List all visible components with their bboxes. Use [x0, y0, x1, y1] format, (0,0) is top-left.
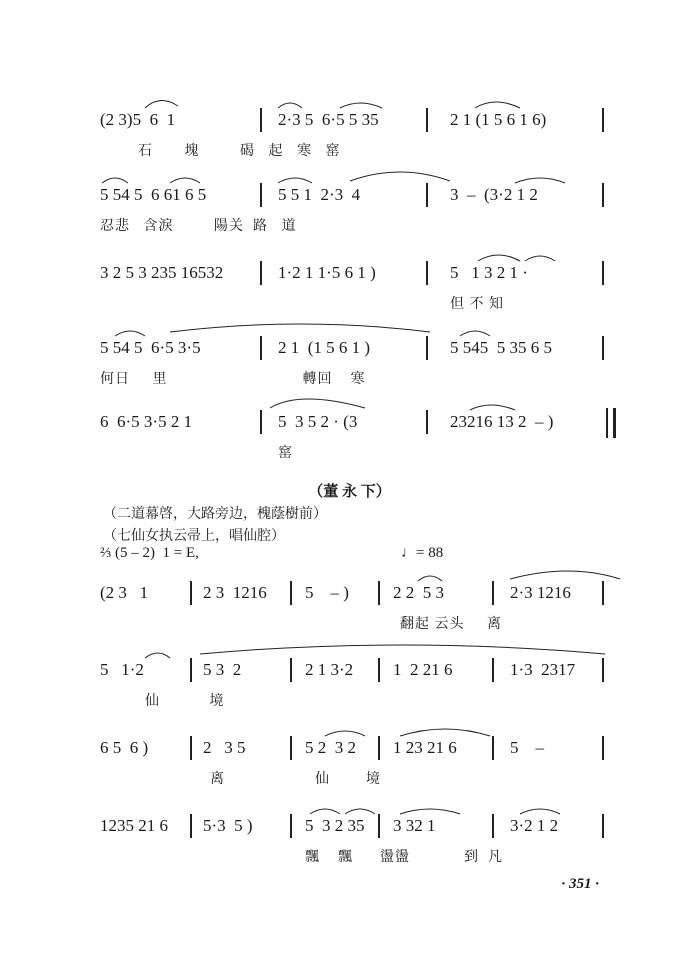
measure-notes: 5 3 2 35 [305, 816, 365, 835]
measure-notes: 1·2 1 1·5 6 1 ) [278, 263, 376, 282]
bar-line [492, 581, 494, 605]
bar-line [260, 336, 262, 360]
stage-direction: （七仙女执云帚上，唱仙腔） [103, 529, 285, 544]
measure-notes: (2 3 1 [100, 583, 149, 602]
measure-notes: 5 2 3 2 [305, 738, 356, 757]
slur-marks [100, 320, 620, 338]
bar-line [426, 183, 428, 207]
measure-notes: 1 2 21 6 [393, 660, 453, 679]
measure-notes: 5 1 3 2 1 · [450, 263, 528, 282]
meter-key-signature: ⅔ (5 – 2) 1 = E, [100, 545, 199, 561]
bar-line [260, 261, 262, 285]
bar-line [190, 736, 192, 760]
bar-line [260, 410, 262, 434]
measure-notes: 5 54 5 6·5 3·5 [100, 338, 201, 357]
bar-line [602, 108, 604, 132]
measure-notes: 2 3 5 [203, 738, 246, 757]
bar-line [602, 336, 604, 360]
bar-line [290, 814, 292, 838]
lyrics-line [100, 140, 620, 160]
slur-marks [100, 565, 620, 583]
measure-notes: 6 5 6 ) [100, 738, 149, 757]
measure-notes: (2 3)5 6 1 [100, 110, 176, 129]
bar-line [378, 658, 380, 682]
slur-marks [100, 245, 620, 263]
bar-line [602, 183, 604, 207]
slur-marks [100, 92, 620, 110]
notation-line [100, 583, 620, 605]
slur-marks [100, 394, 620, 412]
bar-line [190, 581, 192, 605]
measure-notes: 3·2 1 2 [510, 816, 559, 835]
bar-line [602, 814, 604, 838]
bar-line [492, 658, 494, 682]
lyric-text: 但 不 知 [450, 297, 504, 312]
measure-notes: 23216 13 2 – ) [450, 412, 554, 431]
final-bar-line [606, 408, 616, 438]
bar-line [290, 581, 292, 605]
measure-notes: 5 3 5 2 · (3 [278, 412, 358, 431]
lyrics-line [100, 293, 620, 313]
bar-line [426, 410, 428, 434]
bar-line [260, 108, 262, 132]
measure-notes: 5 – ) [305, 583, 349, 602]
notation-line [100, 185, 620, 207]
bar-line [260, 183, 262, 207]
measure-notes: 5 1·2 [100, 660, 144, 679]
measure-notes: 2 1 3·2 [305, 660, 354, 679]
bar-line [426, 336, 428, 360]
slur-marks [100, 642, 620, 660]
section-title: （董 永 下） [308, 484, 391, 500]
bar-line [290, 658, 292, 682]
measure-notes: 1·3 2317 [510, 660, 576, 679]
measure-notes: 2 1 (1 5 6 1 ) [278, 338, 371, 357]
bar-line [190, 658, 192, 682]
measure-notes: 2 2 5 3 [393, 583, 444, 602]
lyrics-line [100, 368, 620, 388]
lyric-text: 离 仙 境 [210, 772, 381, 787]
lyric-text: 窰 [278, 446, 293, 461]
notation-line [100, 338, 620, 360]
bar-line [378, 581, 380, 605]
measure-notes: 3 2 5 3 235 16532 [100, 263, 224, 282]
bar-line [426, 108, 428, 132]
notation-line [100, 110, 620, 132]
bar-line [602, 261, 604, 285]
measure-notes: 2 1 (1 5 6 1 6) [450, 110, 547, 129]
lyric-text: 石 塊 碣 起 寒 窰 [138, 144, 341, 159]
lyric-text: 何日 里 轉回 寒 [100, 372, 366, 387]
measure-notes: 2 3 1216 [203, 583, 267, 602]
slur-marks [100, 720, 620, 738]
slur-marks [100, 798, 620, 816]
stage-direction: （二道幕啓，大路旁边，槐蔭樹前） [103, 507, 327, 522]
lyrics-line [100, 613, 620, 633]
lyric-text: 仙 境 [145, 694, 225, 709]
bar-line [602, 581, 604, 605]
bar-line [602, 658, 604, 682]
bar-line [378, 814, 380, 838]
bar-line [378, 736, 380, 760]
measure-notes: 5 – [510, 738, 544, 757]
measure-notes: 3 – (3·2 1 2 [450, 185, 538, 204]
measure-notes: 5·3 5 ) [203, 816, 253, 835]
measure-notes: 1235 21 6 [100, 816, 168, 835]
lyrics-line [100, 768, 620, 788]
measure-notes: 5 54 5 6 61 6 5 [100, 185, 207, 204]
bar-line [290, 736, 292, 760]
measure-notes: 2·3 5 6·5 5 35 [278, 110, 379, 129]
bar-line [492, 736, 494, 760]
notation-line [100, 738, 620, 760]
measure-notes: 3 32 1 [393, 816, 436, 835]
measure-notes: 6 6·5 3·5 2 1 [100, 412, 193, 431]
page-number: · 351 · [561, 876, 599, 892]
tempo-marking: ♩= 88 [401, 545, 444, 561]
bar-line [190, 814, 192, 838]
lyrics-line [100, 690, 620, 710]
lyric-text: 忍悲 含淚 陽关 路 道 [100, 219, 297, 234]
lyrics-line [100, 215, 620, 235]
measure-notes: 5 3 2 [203, 660, 242, 679]
notation-line [100, 660, 620, 682]
lyric-text: 翻起 云头 离 [400, 617, 502, 632]
lyric-text: 飄 飄 盪盪 到 凡 [305, 850, 503, 865]
notation-line [100, 816, 620, 838]
notation-line [100, 412, 620, 434]
bar-line [602, 736, 604, 760]
notation-line [100, 263, 620, 285]
measure-notes: 2·3 1216 [510, 583, 571, 602]
measure-notes: 5 5 1 2·3 4 [278, 185, 361, 204]
lyrics-line [100, 846, 620, 866]
bar-line [426, 261, 428, 285]
measure-notes: 1 23 21 6 [393, 738, 457, 757]
slur-marks [100, 167, 620, 185]
lyrics-line [100, 442, 620, 462]
measure-notes: 5 545 5 35 6 5 [450, 338, 552, 357]
bar-line [492, 814, 494, 838]
